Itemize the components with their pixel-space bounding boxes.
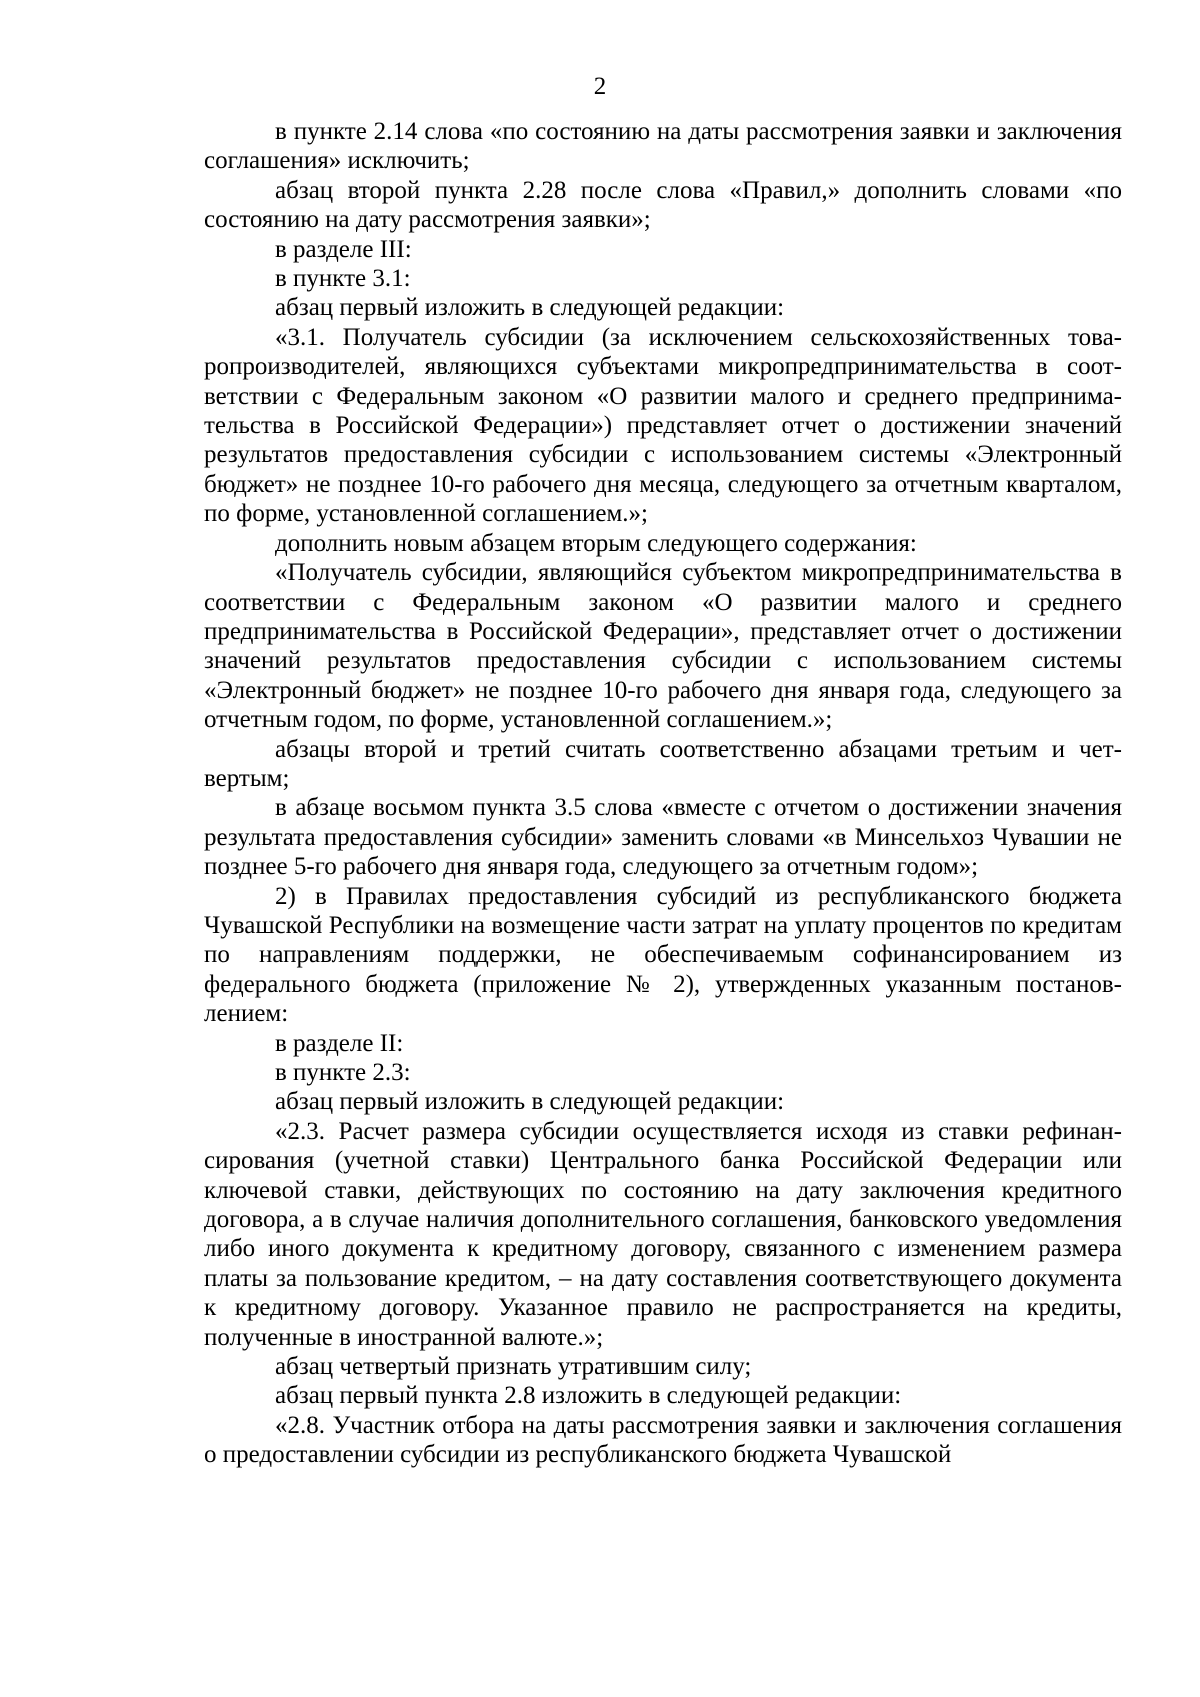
paragraph: дополнить новым абзацем вторым следующего содержания: bbox=[275, 529, 917, 557]
paragraph: «2.3. Расчет размера субсидии осуществляется исходя из ставки рефинансирования (учетной ставки) Центрального банка Российской Федерации или ключевой ставки, действующих по состоянию на дату заключения кредитного договора, а в случае наличия дополнительного соглашения, банковского уведомления либо иного документа к кредитному договору, связанного с изменением размера платы за пользование кредитом, – на дату составления соответствующего документа к кредитному договору. Указанное правило не распространяется на кредиты, полученные в иностранной валюте.»; bbox=[204, 1117, 1122, 1351]
paragraph: абзацы второй и третий считать соответственно абзацами третьим и четвертым; bbox=[204, 735, 1122, 792]
document-body bbox=[204, 117, 1122, 1470]
paragraph: абзац второй пункта 2.28 после слова «Правил,» дополнить словами «по состоянию на дату рассмотрения заявки»; bbox=[204, 176, 1122, 234]
page-number: 2 bbox=[593, 73, 607, 100]
paragraph: в разделе II: bbox=[275, 1029, 404, 1057]
paragraph: в абзаце восьмом пункта 3.5 слова «вместе с отчетом о достижении значения результата предоставления субсидии» заменить словами «в Минсельхоз Чувашии не позднее 5-го рабочего дня января года, следующего за отчетным годом»; bbox=[204, 794, 1122, 881]
paragraph: абзац первый изложить в следующей редакции: bbox=[275, 1088, 785, 1116]
paragraph: абзац первый пункта 2.8 изложить в следующей редакции: bbox=[275, 1382, 902, 1410]
paragraph: абзац первый изложить в следующей редакции: bbox=[275, 294, 785, 322]
paragraph: «2.8. Участник отбора на даты рассмотрения заявки и заключения соглашения о предоставлении субсидии из республиканского бюджета Чувашской bbox=[204, 1411, 1122, 1469]
paragraph: «Получатель субсидии, являющийся субъектом микропредпринимательства в соответствии с Федеральным законом «О развитии малого и среднего предпринимательства в Российской Федерации», представляет отчет о достижении значений результатов предоставления субсидии с использованием системы «Электронный бюджет» не позднее 10-го рабочего дня января года, следующего за отчетным годом, по форме, установленной соглашением.»; bbox=[204, 559, 1122, 734]
paragraph: «3.1. Получатель субсидии (за исключением сельскохозяйственных товаропроизводителей, являющихся субъектами микропредпринимательства в соответствии с Федеральным законом «О развитии малого и среднего предпринимательства в Российской Федерации») представляет отчет о достижении значений результатов предоставления субсидии с использованием системы «Электронный бюджет» не позднее 10-го рабочего дня месяца, следующего за отчетным кварталом, по форме, установленной соглашением.»; bbox=[204, 323, 1122, 528]
paragraph: в пункте 2.14 слова «по состоянию на даты рассмотрения заявки и заключения соглашения» исключить; bbox=[204, 118, 1122, 175]
paragraph: в разделе III: bbox=[275, 235, 412, 263]
paragraph: абзац четвертый признать утратившим силу; bbox=[275, 1353, 752, 1381]
paragraph: в пункте 2.3: bbox=[275, 1059, 411, 1086]
paragraph: в пункте 3.1: bbox=[275, 265, 411, 293]
paragraph: 2) в Правилах предоставления субсидий из республиканского бюджета Чувашской Республики на возмещение части затрат на уплату процентов по кредитам по направлениям поддержки, не обеспечиваемым софинансированием из федерального бюджета (приложение № 2), утвержденных указанным постановлением: bbox=[204, 882, 1122, 1028]
